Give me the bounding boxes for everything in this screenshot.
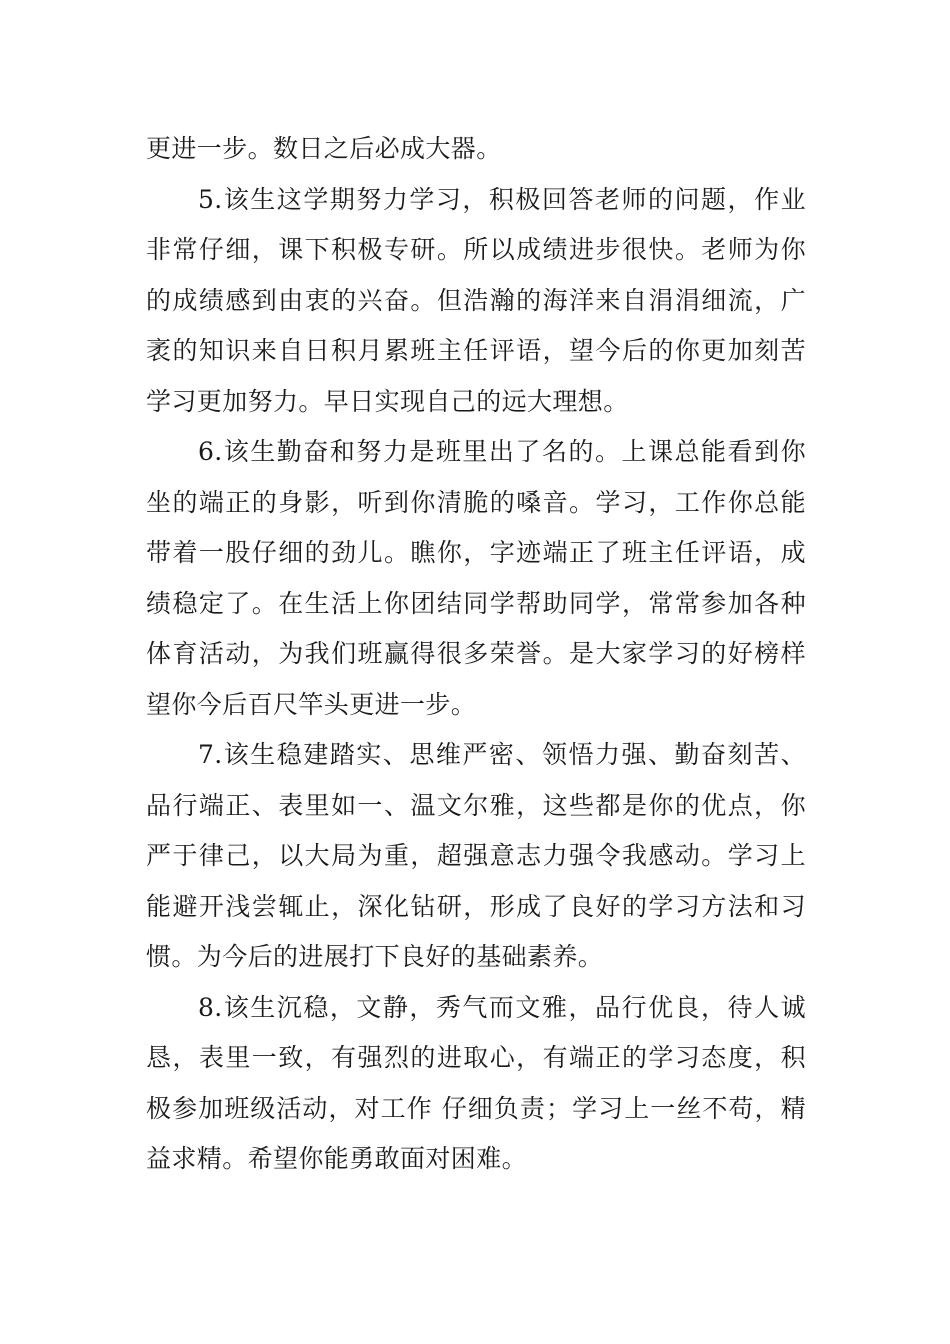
document-body (146, 124, 806, 1185)
paragraph-comment-7: 7.该生稳建踏实、思维严密、领悟力强、勤奋刻苦、品行端正、表里如一、温文尔雅，这些都是你的优点，你严于律己，以大局为重，超强意志力强令我感动。学习上能避开浅尝辄止，深化钻研，形成了良好的学习方法和习惯。为今后的进展打下良好的基础素养。 (146, 740, 806, 971)
paragraph-continuation: 更进一步。数日之后必成大器。 (146, 134, 502, 163)
paragraph-comment-5: 5.该生这学期努力学习，积极回答老师的问题，作业非常仔细，课下积极专研。所以成绩进步很快。老师为你的成绩感到由衷的兴奋。但浩瀚的海洋来自涓涓细流，广袤的知识来自日积月累班主任评语，望今后的你更加刻苦学习更加努力。早日实现自己的远大理想。 (146, 184, 806, 416)
paragraph-comment-6: 6.该生勤奋和努力是班里出了名的。上课总能看到你坐的端正的身影，听到你清脆的嗓音。学习，工作你总能带着一股仔细的劲儿。瞧你，字迹端正了班主任评语，成绩稳定了。在生活上你团结同学帮助同学，常常参加各种体育活动，为我们班赢得很多荣誉。是大家学习的好榜样望你今后百尺竿头更进一步。 (146, 437, 806, 719)
paragraph-comment-8: 8.该生沉稳，文静，秀气而文雅，品行优良，待人诚恳，表里一致，有强烈的进取心，有端正的学习态度，积极参加班级活动，对工作 仔细负责；学习上一丝不苟，精益求精。希望你能勇敢面对困难。 (146, 992, 806, 1173)
